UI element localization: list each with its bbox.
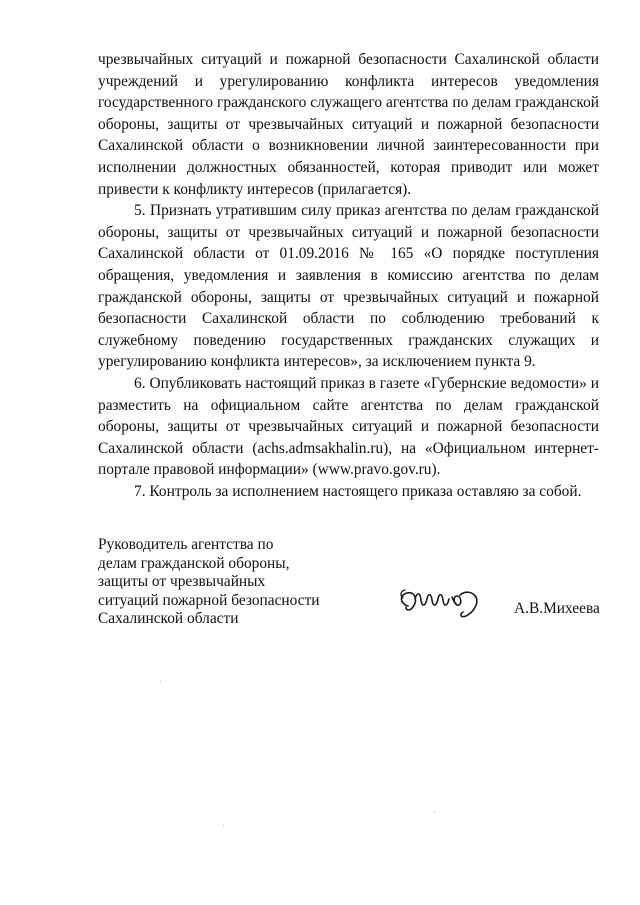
item-5-paragraph: 5. Признать утратившим силу приказ агентства по делам гражданской обороны, защиты от чрезвычайных ситуаций и пожарной безопасности Сахалинской области от 01.09.2016 № 165 «О порядке поступления обращения, уведомления и заявления в комиссию агентства по делам гражданской обороны, защиты от чрезвычайных ситуаций и пожарной безопасности Сахалинской области по соблюдению требований к служебному поведению государственных гражданских служащих и урегулированию конфликта интересов», за исключением пункта 9. xyxy=(98,202,599,371)
signatory-title xyxy=(98,536,358,629)
signatory-title-line: делам гражданской обороны, xyxy=(98,554,290,572)
item-7-paragraph: 7. Контроль за исполнением настоящего приказа оставляю за собой. xyxy=(134,482,582,500)
item-6-paragraph: 6. Опубликовать настоящий приказ в газете «Губернские ведомости» и разместить на официальном сайте агентства по делам гражданской обороны, защиты от чрезвычайных ситуаций и пожарной безопасности Сахалинской области (achs.admsakhalin.ru), на «Официальном интернет-портале правовой информации» (www.pravo.gov.ru). xyxy=(98,374,599,479)
signatory-title-line: Сахалинской области xyxy=(98,610,239,627)
continuation-paragraph: чрезвычайных ситуаций и пожарной безопасности Сахалинской области учреждений и урегулированию конфликта интересов уведомления государственного гражданского служащего агентства по делам гражданской обороны, защиты от чрезвычайных ситуаций и пожарной безопасности Сахалинской области о возникновении личной заинтересованности при исполнении должностных обязанностей, которая приводит или может привести к конфликту интересов (прилагается). xyxy=(98,51,599,198)
document-body xyxy=(98,49,599,502)
signer-name: А.В.Михеева xyxy=(514,600,600,617)
scan-speck xyxy=(160,681,161,682)
handwritten-signature xyxy=(394,578,494,624)
signatory-title-line: защиты от чрезвычайных xyxy=(98,573,266,590)
scan-speck xyxy=(434,812,435,813)
signatory-title-line: ситуаций пожарной безопасности xyxy=(98,591,320,609)
signatory-title-line: Руководитель агентства по xyxy=(98,536,274,553)
scan-speck xyxy=(223,825,224,826)
